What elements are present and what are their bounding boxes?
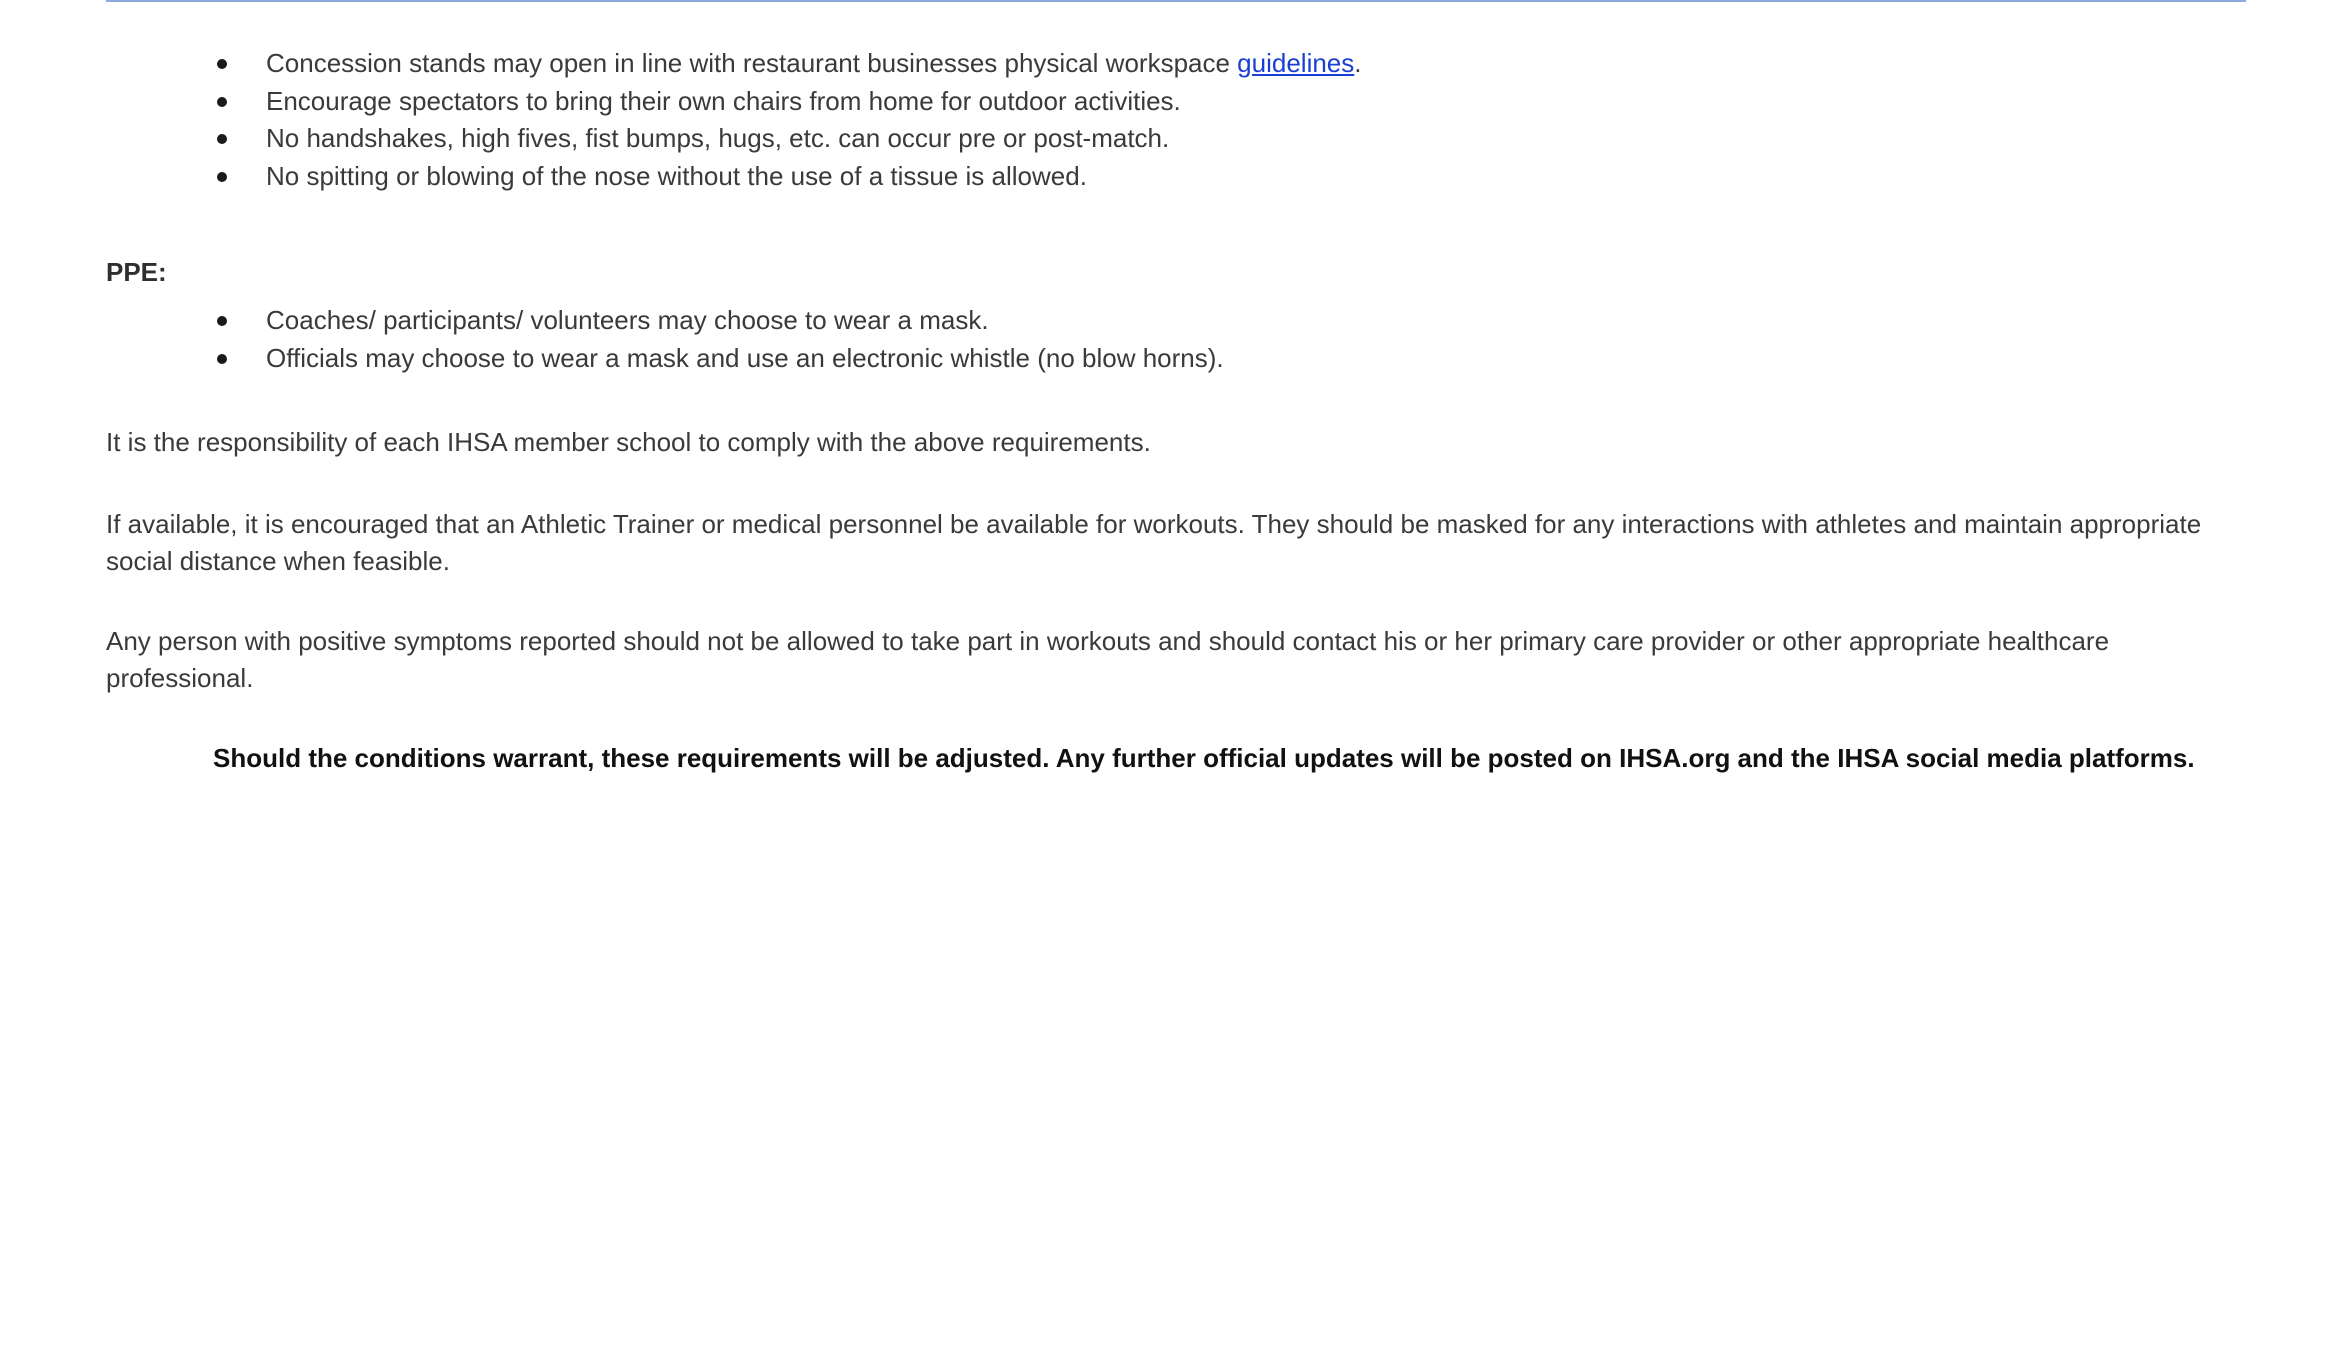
list-item-text: No handshakes, high fives, fist bumps, hugs, etc. can occur pre or post-match. (266, 123, 1170, 153)
list-item (106, 120, 1362, 158)
list-item-text: Concession stands may open in line with restaurant businesses physical workspace (266, 48, 1238, 78)
list-item (106, 302, 1224, 340)
list-item-text: Encourage spectators to bring their own chairs from home for outdoor activities. (266, 85, 1181, 116)
list-item-text: Coaches/ participants/ volunteers may choose to wear a mask. (266, 305, 989, 335)
top-divider (106, 0, 2246, 2)
ppe-list (106, 302, 1224, 377)
list-item (106, 158, 1362, 196)
guidelines-link[interactable]: guidelines (1237, 48, 1355, 78)
list-item (106, 83, 1362, 121)
list-item (106, 45, 1362, 83)
athletic-trainer-paragraph: If available, it is encouraged that an Athletic Trainer or medical personnel be available for workouts. They should be masked for any interactions with athletes and maintain appropriate social distance when feasible. (106, 509, 2202, 576)
bullet-icon (217, 59, 227, 69)
ppe-heading: PPE: (106, 257, 167, 287)
list-item-punctuation: . (1354, 48, 1362, 78)
official-updates-notice: Should the conditions warrant, these requirements will be adjusted. Any further official updates will be posted on IHSA.org and the IHSA social media platforms. (213, 743, 2195, 773)
symptoms-paragraph: Any person with positive symptoms reported should not be allowed to take part in workouts and should contact his or her primary care provider or other appropriate healthcare professional. (106, 626, 2110, 693)
bullet-icon (217, 172, 227, 182)
list-item-text: No spitting or blowing of the nose without the use of a tissue is allowed. (266, 160, 1087, 191)
list-item-text: Officials may choose to wear a mask and use an electronic whistle (no blow horns). (266, 342, 1224, 373)
bullet-icon (217, 134, 227, 144)
list-item (106, 340, 1224, 378)
bullet-icon (217, 97, 227, 107)
requirements-list (106, 45, 1362, 195)
bullet-icon (217, 316, 227, 326)
responsibility-paragraph: It is the responsibility of each IHSA member school to comply with the above requirements. (106, 427, 1151, 457)
bullet-icon (217, 354, 227, 364)
